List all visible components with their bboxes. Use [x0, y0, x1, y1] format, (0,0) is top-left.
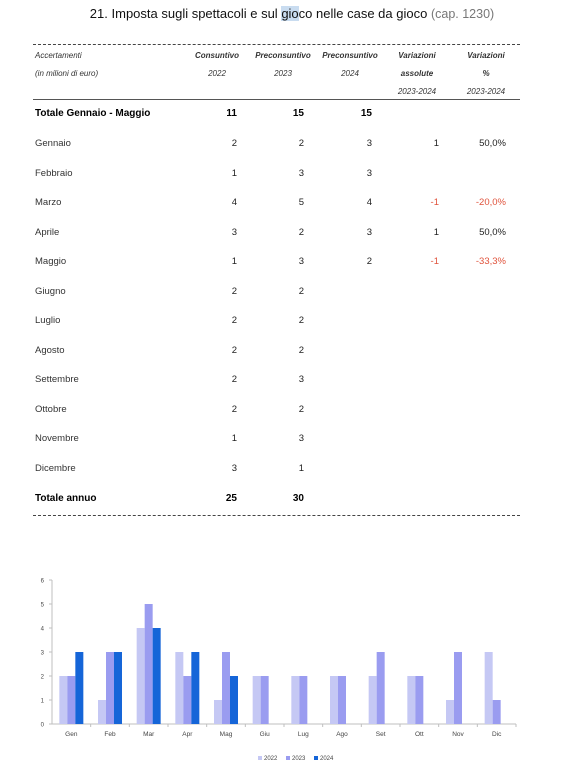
cell-c2022: 2	[231, 286, 237, 297]
cell-c2023: 2	[298, 286, 304, 297]
row-label: Settembre	[35, 374, 79, 385]
table-row	[33, 493, 520, 509]
cell-pct: -33,3%	[475, 256, 506, 267]
row-label: Totale Gennaio - Maggio	[35, 108, 151, 119]
cell-c2022: 25	[225, 493, 237, 504]
bar-2023-Ago	[338, 676, 346, 724]
row-label: Ottobre	[35, 404, 67, 415]
cell-c2023: 2	[298, 315, 304, 326]
header-col5-top: Variazioni	[467, 51, 505, 60]
header-col4-bot: 2023-2024	[397, 87, 437, 96]
legend-swatch-2022	[258, 756, 262, 760]
row-label: Luglio	[35, 315, 61, 326]
header-col5-mid: %	[482, 69, 490, 78]
table-header-rule	[33, 99, 520, 100]
cell-c2023: 3	[298, 168, 304, 179]
y-tick-label: 4	[40, 626, 44, 633]
row-label: Agosto	[35, 345, 65, 356]
cell-c2023: 3	[298, 256, 304, 267]
bar-2022-Set	[369, 676, 377, 724]
cell-c2024: 3	[366, 138, 372, 149]
x-tick-label: Dic	[491, 731, 502, 738]
header-label-1: Accertamenti	[35, 51, 82, 60]
table-row	[33, 286, 520, 302]
y-tick-label: 3	[40, 650, 44, 657]
bar-2023-Dic	[493, 700, 501, 724]
cell-pct: 50,0%	[479, 227, 506, 238]
cell-abs: 1	[433, 138, 439, 149]
cell-c2023: 2	[298, 404, 304, 415]
table-row	[33, 404, 520, 420]
cell-c2023: 5	[298, 197, 304, 208]
legend-label-2023: 2023	[292, 756, 306, 762]
x-tick-label: Gen	[65, 731, 78, 738]
header-col4-mid: assolute	[400, 69, 434, 78]
table-row	[33, 374, 520, 390]
bar-2023-Gen	[67, 676, 75, 724]
row-label: Totale annuo	[35, 493, 97, 504]
row-label: Marzo	[35, 197, 62, 208]
header-col2-bot: 2023	[274, 69, 292, 78]
y-tick-label: 2	[40, 674, 44, 681]
row-label: Maggio	[35, 256, 67, 267]
header-col1-bot: 2022	[208, 69, 226, 78]
header-label-2: (in milioni di euro)	[35, 69, 99, 78]
cell-c2022: 3	[231, 463, 237, 474]
title-text-highlight: gio	[281, 6, 299, 21]
legend-label-2022: 2022	[264, 756, 278, 762]
table-row	[33, 108, 520, 124]
bar-2023-Nov	[454, 652, 462, 724]
table-row	[33, 227, 520, 243]
table-row	[33, 138, 520, 154]
cell-abs: -1	[430, 197, 439, 208]
bar-2022-Mar	[137, 628, 145, 724]
cell-c2022: 1	[231, 256, 237, 267]
cell-c2024: 4	[366, 197, 372, 208]
row-label: Febbraio	[35, 168, 73, 179]
x-tick-label: Set	[375, 731, 386, 738]
cell-c2023: 1	[298, 463, 304, 474]
row-label: Novembre	[35, 433, 79, 444]
cell-c2022: 2	[231, 404, 237, 415]
cell-c2022: 11	[226, 108, 237, 119]
cell-c2024: 15	[360, 108, 372, 119]
cell-c2023: 3	[298, 433, 304, 444]
table-row	[33, 315, 520, 331]
bar-2022-Nov	[446, 700, 454, 724]
title-text-pre: Imposta sugli spettacoli e sul	[111, 6, 282, 21]
bar-2023-Feb	[106, 652, 114, 724]
bar-2023-Giu	[261, 676, 269, 724]
y-tick-label: 1	[40, 698, 44, 705]
cell-c2022: 3	[231, 227, 237, 238]
bar-2024-Apr	[191, 652, 199, 724]
bar-2022-Dic	[485, 652, 493, 724]
x-tick-label: Apr	[182, 731, 193, 738]
x-tick-label: Lug	[297, 731, 309, 738]
bar-2024-Feb	[114, 652, 122, 724]
cell-c2022: 1	[231, 433, 237, 444]
table-row	[33, 345, 520, 361]
table-row	[33, 197, 520, 213]
table-row	[33, 256, 520, 272]
cell-c2023: 15	[292, 108, 304, 119]
monthly-bar-chart	[30, 572, 520, 766]
y-tick-label: 6	[40, 578, 44, 585]
cell-c2023: 3	[298, 374, 304, 385]
y-tick-label: 0	[40, 722, 44, 729]
bar-2022-Gen	[59, 676, 67, 724]
bar-2022-Mag	[214, 700, 222, 724]
bar-2023-Apr	[183, 676, 191, 724]
table-row	[33, 168, 520, 184]
bar-2023-Lug	[299, 676, 307, 724]
cell-c2022: 4	[231, 197, 237, 208]
legend-label-2024: 2024	[320, 756, 334, 762]
cell-pct: 50,0%	[479, 138, 506, 149]
x-tick-label: Ott	[414, 731, 424, 738]
table-bottom-rule	[33, 515, 520, 516]
table-row	[33, 433, 520, 449]
x-tick-label: Giu	[259, 731, 270, 738]
bar-2022-Apr	[175, 652, 183, 724]
row-label: Giugno	[35, 286, 66, 297]
cell-c2022: 1	[231, 168, 237, 179]
x-tick-label: Ago	[336, 731, 348, 738]
title-chapter: (cap. 1230)	[430, 7, 495, 21]
table-top-rule	[33, 44, 520, 45]
legend-swatch-2023	[286, 756, 290, 760]
table-row	[33, 463, 520, 479]
title-number: 21.	[89, 6, 108, 21]
bar-2024-Mag	[230, 676, 238, 724]
cell-c2024: 3	[366, 227, 372, 238]
cell-c2022: 2	[231, 315, 237, 326]
y-tick-label: 5	[40, 602, 44, 609]
bar-2022-Lug	[291, 676, 299, 724]
title-text-post: co nelle case da gioco	[298, 6, 428, 21]
row-label: Aprile	[35, 227, 60, 238]
cell-c2023: 30	[292, 493, 304, 504]
cell-c2023: 2	[298, 345, 304, 356]
x-tick-label: Feb	[104, 731, 116, 738]
header-col4-top: Variazioni	[398, 51, 436, 60]
cell-abs: -1	[430, 256, 439, 267]
bar-2023-Ott	[415, 676, 423, 724]
header-col3-top: Preconsuntivo	[322, 51, 378, 60]
legend-swatch-2024	[314, 756, 318, 760]
bar-2023-Set	[377, 652, 385, 724]
x-tick-label: Mag	[219, 731, 233, 738]
bar-2023-Mar	[145, 604, 153, 724]
bar-2022-Giu	[253, 676, 261, 724]
cell-c2024: 3	[366, 168, 372, 179]
x-tick-label: Nov	[452, 731, 464, 738]
header-col3-bot: 2024	[341, 69, 359, 78]
page-title	[0, 6, 584, 21]
header-col2-top: Preconsuntivo	[255, 51, 311, 60]
bar-2022-Ago	[330, 676, 338, 724]
cell-abs: 1	[433, 227, 439, 238]
cell-c2023: 2	[298, 138, 304, 149]
header-col1-top: Consuntivo	[195, 51, 239, 60]
bar-2024-Mar	[153, 628, 161, 724]
cell-c2023: 2	[298, 227, 304, 238]
header-col5-bot: 2023-2024	[466, 87, 506, 96]
row-label: Gennaio	[35, 138, 71, 149]
cell-c2022: 2	[231, 138, 237, 149]
x-tick-label: Mar	[143, 731, 155, 738]
bar-2022-Ott	[407, 676, 415, 724]
bar-2024-Gen	[75, 652, 83, 724]
cell-c2022: 2	[231, 345, 237, 356]
cell-c2022: 2	[231, 374, 237, 385]
bar-2023-Mag	[222, 652, 230, 724]
cell-c2024: 2	[366, 256, 372, 267]
bar-2022-Feb	[98, 700, 106, 724]
cell-pct: -20,0%	[475, 197, 506, 208]
row-label: Dicembre	[35, 463, 76, 474]
